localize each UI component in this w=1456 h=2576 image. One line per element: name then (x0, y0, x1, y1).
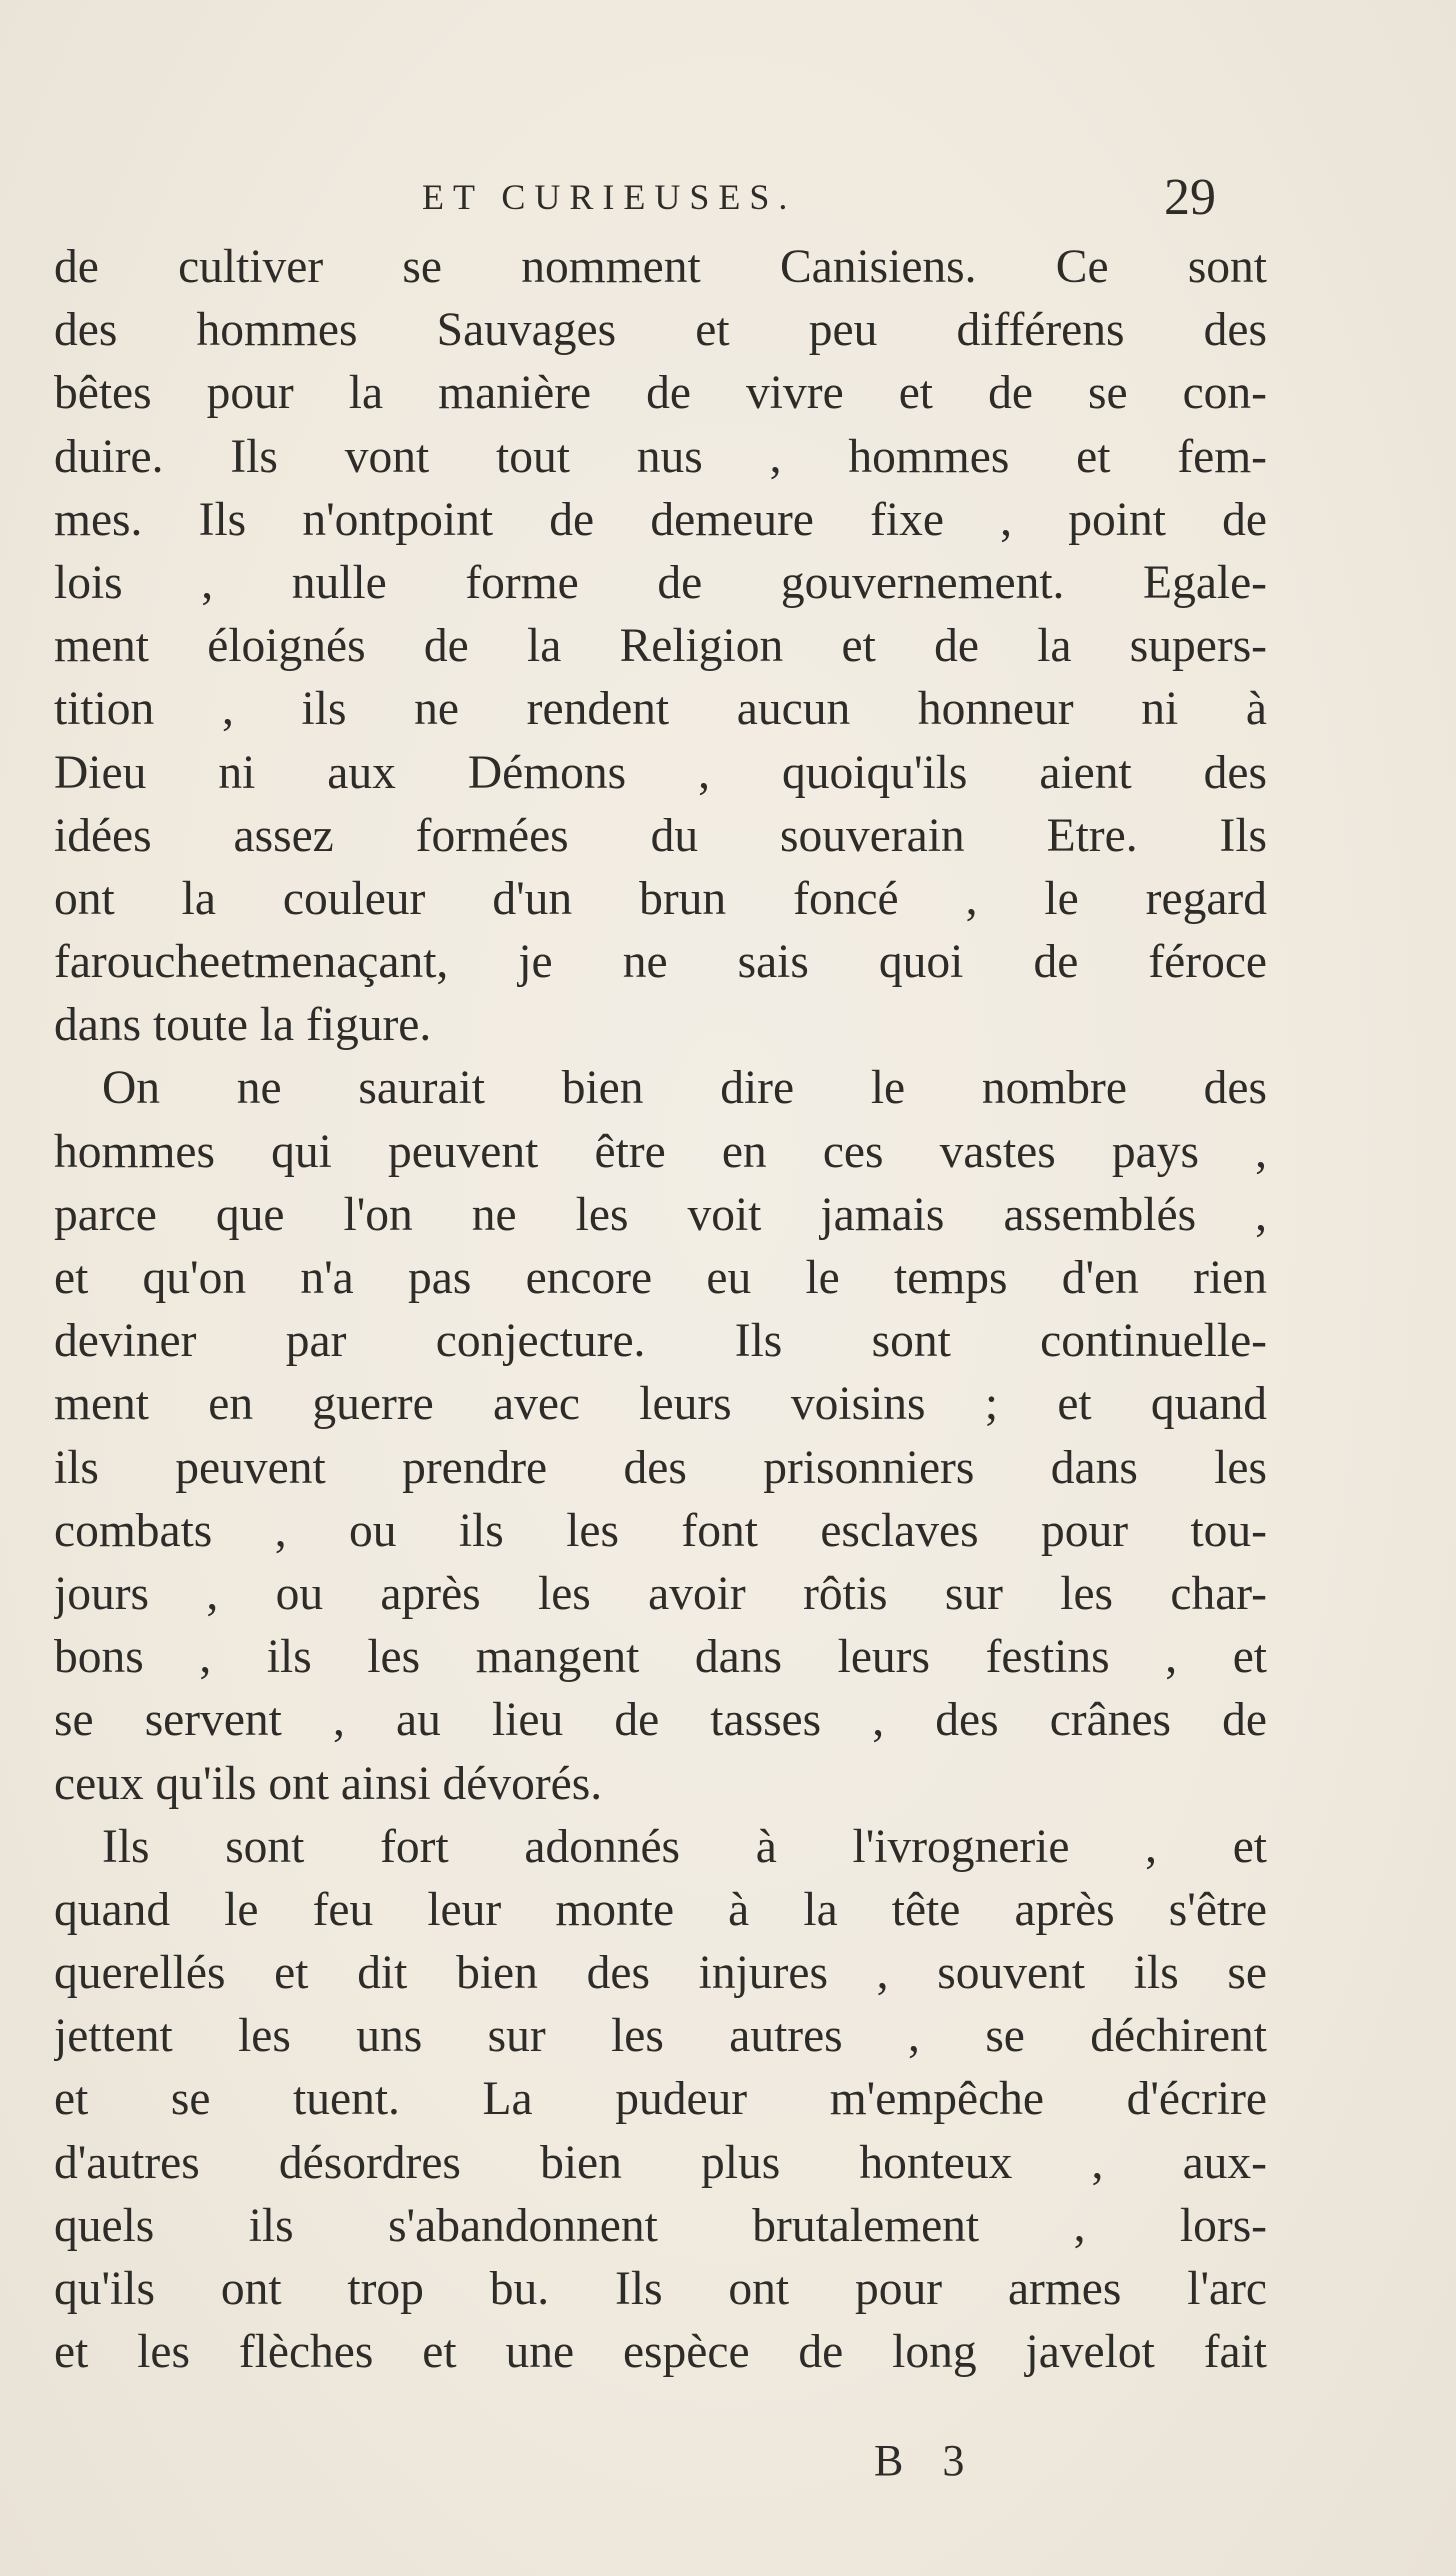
text-line: des hommes Sauvages et peu différens des (54, 304, 1267, 357)
text-line: et les flèches et une espèce de long javelot fait (54, 2326, 1267, 2379)
text-line: d'autres désordres bien plus honteux , aux- (54, 2136, 1267, 2189)
text-line: ment éloignés de la Religion et de la supers- (54, 620, 1267, 673)
text-line: combats , ou ils les font esclaves pour tou- (54, 1504, 1267, 1557)
body-text (54, 236, 1267, 2384)
text-line: Dieu ni aux Démons , quoiqu'ils aient des (54, 746, 1267, 799)
text-line: deviner par conjecture. Ils sont continuelle- (54, 1315, 1267, 1368)
text-line: ment en guerre avec leurs voisins ; et quand (54, 1378, 1267, 1431)
text-line: jettent les uns sur les autres , se déchirent (54, 2010, 1267, 2063)
text-line: duire. Ils vont tout nus , hommes et fem- (54, 430, 1267, 483)
text-line: mes. Ils n'ontpoint de demeure fixe , point de (54, 493, 1267, 546)
text-line: ceux qu'ils ont ainsi dévorés. (54, 1757, 603, 1810)
text-line: quand le feu leur monte à la tête après s'être (54, 1883, 1267, 1936)
text-line: jours , ou après les avoir rôtis sur les char- (54, 1567, 1267, 1620)
text-line: idées assez formées du souverain Etre. Ils (54, 809, 1267, 862)
text-line: de cultiver se nomment Canisiens. Ce sont (54, 241, 1267, 293)
text-line: faroucheetmenaçant, je ne sais quoi de féroce (54, 936, 1267, 989)
text-line: dans toute la figure. (54, 999, 432, 1052)
text-line: tition , ils ne rendent aucun honneur ni à (54, 683, 1267, 736)
text-line: querellés et dit bien des injures , souvent ils se (54, 1947, 1267, 2000)
text-line: et se tuent. La pudeur m'empêche d'écrire (54, 2073, 1267, 2126)
running-head (422, 168, 1262, 228)
text-line: bons , ils les mangent dans leurs festins , et (54, 1631, 1267, 1684)
text-line: hommes qui peuvent être en ces vastes pays , (54, 1125, 1267, 1178)
text-line: parce que l'on ne les voit jamais assemblés , (54, 1188, 1267, 1241)
text-line: quels ils s'abandonnent brutalement , lors- (54, 2199, 1267, 2252)
text-line: ils peuvent prendre des prisonniers dans les (54, 1441, 1267, 1494)
text-line: et qu'on n'a pas encore eu le temps d'en rien (54, 1252, 1267, 1304)
text-line: On ne saurait bien dire le nombre des (102, 1062, 1267, 1115)
running-title: ET CURIEUSES. (422, 177, 797, 217)
text-line: ont la couleur d'un brun foncé , le regard (54, 872, 1267, 925)
text-line: bêtes pour la manière de vivre et de se con- (54, 367, 1267, 420)
text-line: lois , nulle forme de gouvernement. Egale- (54, 556, 1267, 609)
text-line: Ils sont fort adonnés à l'ivrognerie , et (102, 1820, 1267, 1873)
text-line: qu'ils ont trop bu. Ils ont pour armes l'arc (54, 2263, 1267, 2315)
text-line: se servent , au lieu de tasses , des crânes de (54, 1694, 1267, 1747)
page-number: 29 (1164, 169, 1216, 226)
signature-mark: B 3 (874, 2436, 979, 2485)
